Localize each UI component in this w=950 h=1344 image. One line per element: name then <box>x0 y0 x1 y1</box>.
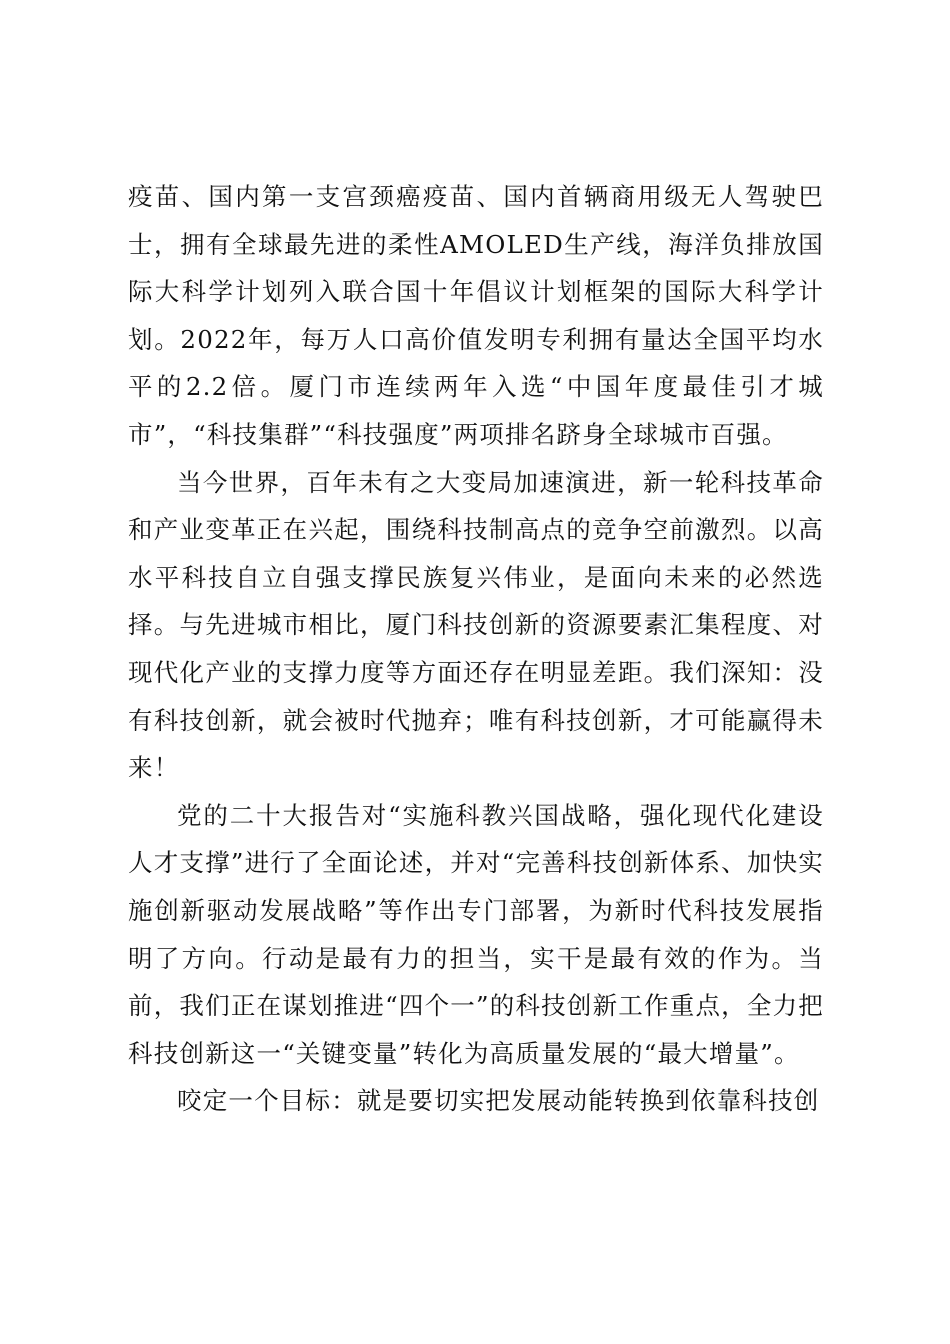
body-text <box>128 173 824 1125</box>
paragraph-global-context: 当今世界，百年未有之大变局加速演进，新一轮科技革命和产业变革正在兴起，围绕科技制高点的竞争空前激烈。以高水平科技自立自强支撑民族复兴伟业，是面向未来的必然选择。与先进城市相比，厦门科技创新的资源要素汇集程度、对现代化产业的支撑力度等方面还存在明显差距。我们深知：没有科技创新，就会被时代抛弃；唯有科技创新，才可能赢得未来！ <box>128 467 824 783</box>
paragraph-continuation: 疫苗、国内第一支宫颈癌疫苗、国内首辆商用级无人驾驶巴士，拥有全球最先进的柔性AMOLED生产线，海洋负排放国际大科学计划列入联合国十年倡议计划框架的国际大科学计划。2022年，每万人口高价值发明专利拥有量达全国平均水平的2.2倍。厦门市连续两年入选“中国年度最佳引才城市”，“科技集群”“科技强度”两项排名跻身全球城市百强。 <box>128 182 824 449</box>
paragraph-party-report: 党的二十大报告对“实施科教兴国战略，强化现代化建设人才支撑”进行了全面论述，并对“完善科技创新体系、加快实施创新驱动发展战略”等作出专门部署，为新时代科技发展指明了方向。行动是最有力的担当，实干是最有效的作为。当前，我们正在谋划推进“四个一”的科技创新工作重点，全力把科技创新这一“关键变量”转化为高质量发展的“最大增量”。 <box>128 800 824 1068</box>
paragraph-one-goal: 咬定一个目标：就是要切实把发展动能转换到依靠科技创 <box>177 1086 820 1116</box>
